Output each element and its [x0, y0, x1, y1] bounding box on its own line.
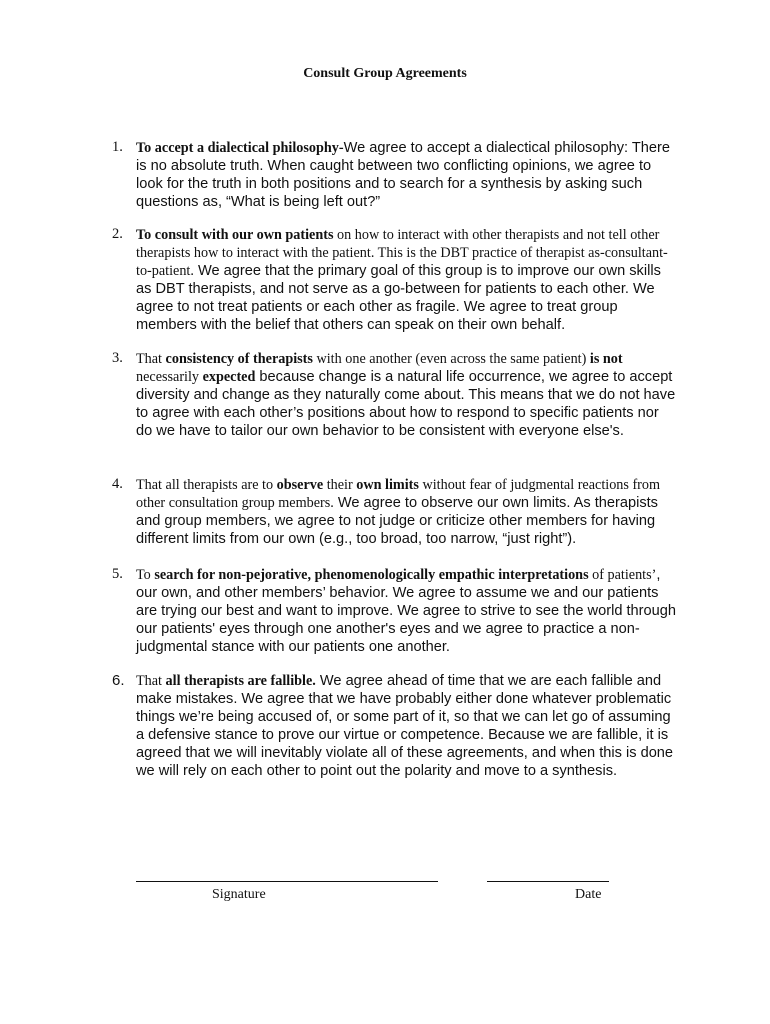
agreement-item-3	[112, 350, 676, 440]
document-title: Consult Group Agreements	[303, 66, 467, 81]
item-serif-part: That	[136, 673, 166, 689]
item-bold-part: expected	[202, 369, 256, 385]
item-number: 1.	[112, 139, 123, 155]
item-number: 6.	[112, 672, 125, 689]
agreement-item-6	[112, 672, 676, 780]
item-bold-part: observe	[276, 477, 324, 493]
item-bold-part: all therapists are fallible.	[165, 673, 316, 689]
date-label: Date	[575, 887, 602, 902]
item-bold-part: search for non-pejorative, phenomenologically empathic interpretations	[154, 567, 589, 583]
item-text	[136, 226, 676, 334]
item-body: We agree to observe our own limits. As therapists and group members, we agree to not judge or criticize other members for having different limits from our own (e.g., too broad, too narrow, “just right”).	[136, 495, 658, 547]
date-line	[487, 881, 609, 882]
item-body: , our own, and other members’ behavior. We agree to assume we and our patients are trying our best and want to improve. We agree to strive to see the world through our patients' eyes through one another's eyes and we agree to practice a non-judgmental stance with our patients one another.	[136, 567, 676, 655]
item-serif-part: of patients’	[588, 567, 657, 583]
item-serif-part: That	[136, 351, 166, 367]
item-text	[136, 139, 676, 211]
item-number: 2.	[112, 226, 123, 242]
item-body: We agree ahead of time that we are each fallible and make mistakes. We agree that we have probably either done whatever problematic things we’re being accused of, or some part of it, so that we can let go of assuming a defensive stance to prove our virtue or competence. Because we are fallible, it is agreed that we will inevitably violate all of these agreements, and when this is done we will rely on each other to point out the polarity and move to a synthesis.	[136, 673, 674, 779]
agreement-item-1	[112, 139, 676, 211]
item-text	[136, 672, 676, 780]
signature-label: Signature	[212, 887, 266, 902]
item-serif-part: without fear of judgmental reactions from other consultation group members.	[136, 477, 661, 511]
item-text	[136, 350, 676, 440]
item-serif-part: with one another (even across the same patient)	[312, 351, 590, 367]
item-body: We agree that the primary goal of this group is to improve our own skills as DBT therapists, and not serve as a go-between for patients to each other. We agree to not treat patients or each other as fragile. We agree to treat group members with the belief that others can speak on their own behalf.	[136, 263, 661, 333]
agreement-item-5	[112, 566, 676, 656]
item-text	[136, 566, 676, 656]
item-number: 5.	[112, 566, 123, 582]
signature-line	[136, 881, 438, 882]
item-body: We agree to accept a dialectical philosophy: There is no absolute truth. When caught between two conflicting opinions, we agree to look for the truth in both positions and to search for a synthesis by asking such questions as, “What is being left out?”	[136, 140, 670, 210]
item-bold-part: own limits	[356, 477, 419, 493]
item-text	[136, 476, 676, 548]
agreement-item-4	[112, 476, 676, 548]
item-lead-bold: To consult with our own patients	[136, 227, 334, 243]
item-bold-part: is not	[589, 351, 623, 367]
item-bold-part: consistency of therapists	[165, 351, 313, 367]
item-number: 3.	[112, 350, 123, 366]
item-serif-part: necessarily	[136, 369, 203, 385]
item-serif-part: their	[323, 477, 357, 493]
item-serif-part: To	[136, 567, 155, 583]
item-lead-bold: To accept a dialectical philosophy-	[136, 140, 344, 156]
agreement-item-2	[112, 226, 676, 334]
item-lead-serif: on how to interact with other therapists and not tell other therapists how to interact with the patient. This is the DBT practice of therapist as-consultant-to-patient.	[136, 227, 668, 279]
item-serif-part: That all therapists are to	[136, 477, 277, 493]
item-body: because change is a natural life occurrence, we agree to accept diversity and change as they naturally come about. This means that we do not have to agree with each other’s positions about how to respond to specific patients nor do we have to tailor our own behavior to be consistent with everyone else's.	[136, 369, 676, 439]
item-number: 4.	[112, 476, 123, 492]
